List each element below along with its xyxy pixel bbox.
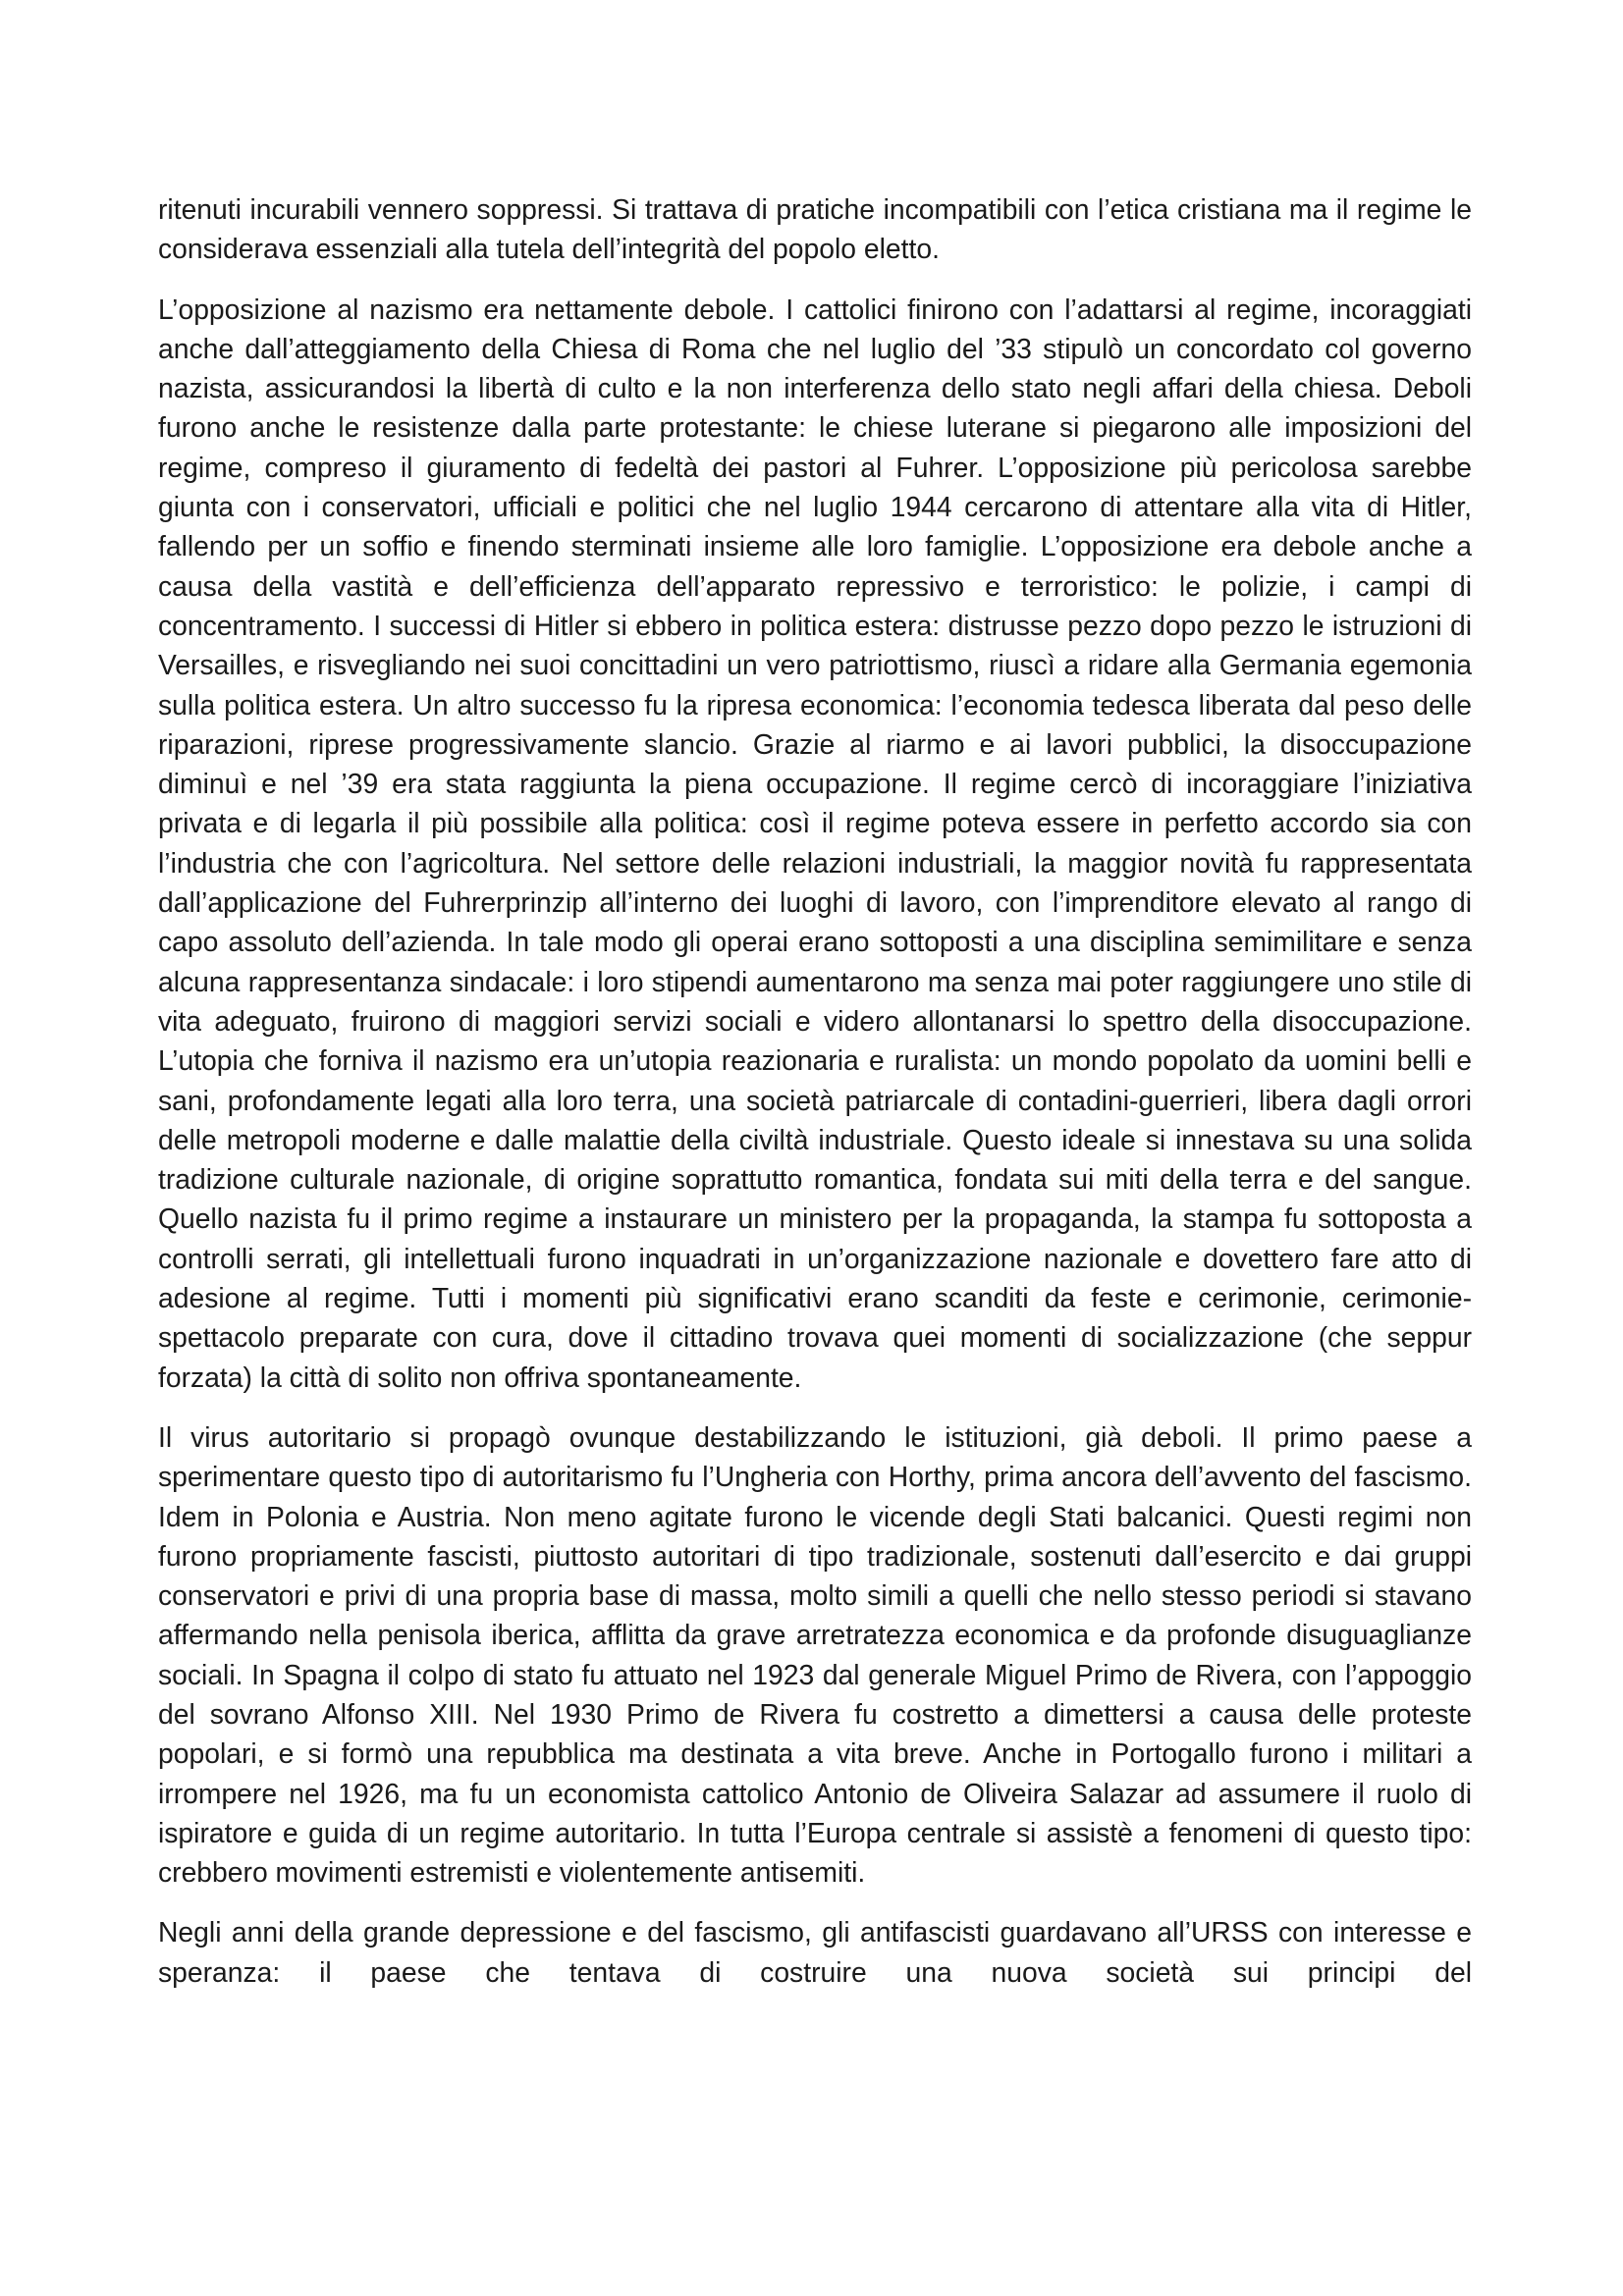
paragraph-eugenics-end: ritenuti incurabili vennero soppressi. Si trattava di pratiche incompatibili con l’etica cristiana ma il regime le considerava essenziali alla tutela dell’integrità del popolo eletto. — [158, 193, 1472, 265]
document-page — [158, 189, 1472, 2012]
paragraph-authoritarian-virus: Il virus autoritario si propagò ovunque destabilizzando le istituzioni, già deboli. Il primo paese a sperimentare questo tipo di autoritarismo fu l’Ungheria con Horthy, prima ancora dell’avvento del fascismo. Idem in Polonia e Austria. Non meno agitate furono le vicende degli Stati balcanici. Questi regimi non furono propriamente fascisti, piuttosto autoritari di tipo tradizionale, sostenuti dall’esercito e dai gruppi conservatori e privi di una propria base di massa, molto simili a quelli che nello stesso periodi si stavano affermando nella penisola iberica, afflitta da grave arretratezza economica e da profonde disuguaglianze sociali. In Spagna il colpo di stato fu attuato nel 1923 dal generale Miguel Primo de Rivera, con l’appoggio del sovrano Alfonso XIII. Nel 1930 Primo de Rivera fu costretto a dimettersi a causa delle proteste popolari, e si formò una repubblica ma destinata a vita breve. Anche in Portogallo furono i militari a irrompere nel 1926, ma fu un economista cattolico Antonio de Oliveira Salazar ad assumere il ruolo di ispiratore e guida di un regime autoritario. In tutta l’Europa centrale si assistè a fenomeni di questo tipo: crebbero movimenti estremisti e violentemente antisemiti. — [158, 1420, 1472, 1889]
paragraph-urss-start: Negli anni della grande depressione e del fascismo, gli antifascisti guardavano all’URSS con interesse e speranza: il paese che tentava di costruire una nuova società sui principi del — [158, 1916, 1472, 1988]
paragraph-opposition-nazism: L’opposizione al nazismo era nettamente debole. I cattolici finirono con l’adattarsi al regime, incoraggiati anche dall’atteggiamento della Chiesa di Roma che nel luglio del ’33 stipulò un concordato col governo nazista, assicurandosi la libertà di culto e la non interferenza dello stato negli affari della chiesa. Deboli furono anche le resistenze dalla parte protestante: le chiese luterane si piegarono alle imposizioni del regime, compreso il giuramento di fedeltà dei pastori al Fuhrer. L’opposizione più pericolosa sarebbe giunta con i conservatori, ufficiali e politici che nel luglio 1944 cercarono di attentare alla vita di Hitler, fallendo per un soffio e finendo sterminati insieme alle loro famiglie. L’opposizione era debole anche a causa della vastità e dell’efficienza dell’apparato repressivo e terroristico: le polizie, i campi di concentramento. I successi di Hitler si ebbero in politica estera: distrusse pezzo dopo pezzo le istruzioni di Versailles, e risvegliando nei suoi concittadini un vero patriottismo, riuscì a ridare alla Germania egemonia sulla politica estera. Un altro successo fu la ripresa economica: l’economia tedesca liberata dal peso delle riparazioni, riprese progressivamente slancio. Grazie al riarmo e ai lavori pubblici, la disoccupazione diminuì e nel ’39 era stata raggiunta la piena occupazione. Il regime cercò di incoraggiare l’iniziativa privata e di legarla il più possibile alla politica: così il regime poteva essere in perfetto accordo sia con l’industria che con l’agricoltura. Nel settore delle relazioni industriali, la maggior novità fu rappresentata dall’applicazione del Fuhrerprinzip all’interno dei luoghi di lavoro, con l’imprenditore elevato al rango di capo assoluto dell’azienda. In tale modo gli operai erano sottoposti a una disciplina semimilitare e senza alcuna rappresentanza sindacale: i loro stipendi aumentarono ma senza mai poter raggiungere uno stile di vita adeguato, fruirono di maggiori servizi sociali e videro allontanarsi lo spettro della disoccupazione. L’utopia che forniva il nazismo era un’utopia reazionaria e ruralista: un mondo popolato da uomini belli e sani, profondamente legati alla loro terra, una società patriarcale di contadini-guerrieri, libera dagli orrori delle metropoli moderne e dalle malattie della civiltà industriale. Questo ideale si innestava su una solida tradizione culturale nazionale, di origine soprattutto romantica, fondata sui miti della terra e del sangue. Quello nazista fu il primo regime a instaurare un ministero per la propaganda, la stampa fu sottoposta a controlli serrati, gli intellettuali furono inquadrati in un’organizzazione nazionale e dovettero fare atto di adesione al regime. Tutti i momenti più significativi erano scanditi da feste e cerimonie, cerimonie-spettacolo preparate con cura, dove il cittadino trovava quei momenti di socializzazione (che seppur forzata) la città di solito non offriva spontaneamente. — [158, 293, 1472, 1393]
